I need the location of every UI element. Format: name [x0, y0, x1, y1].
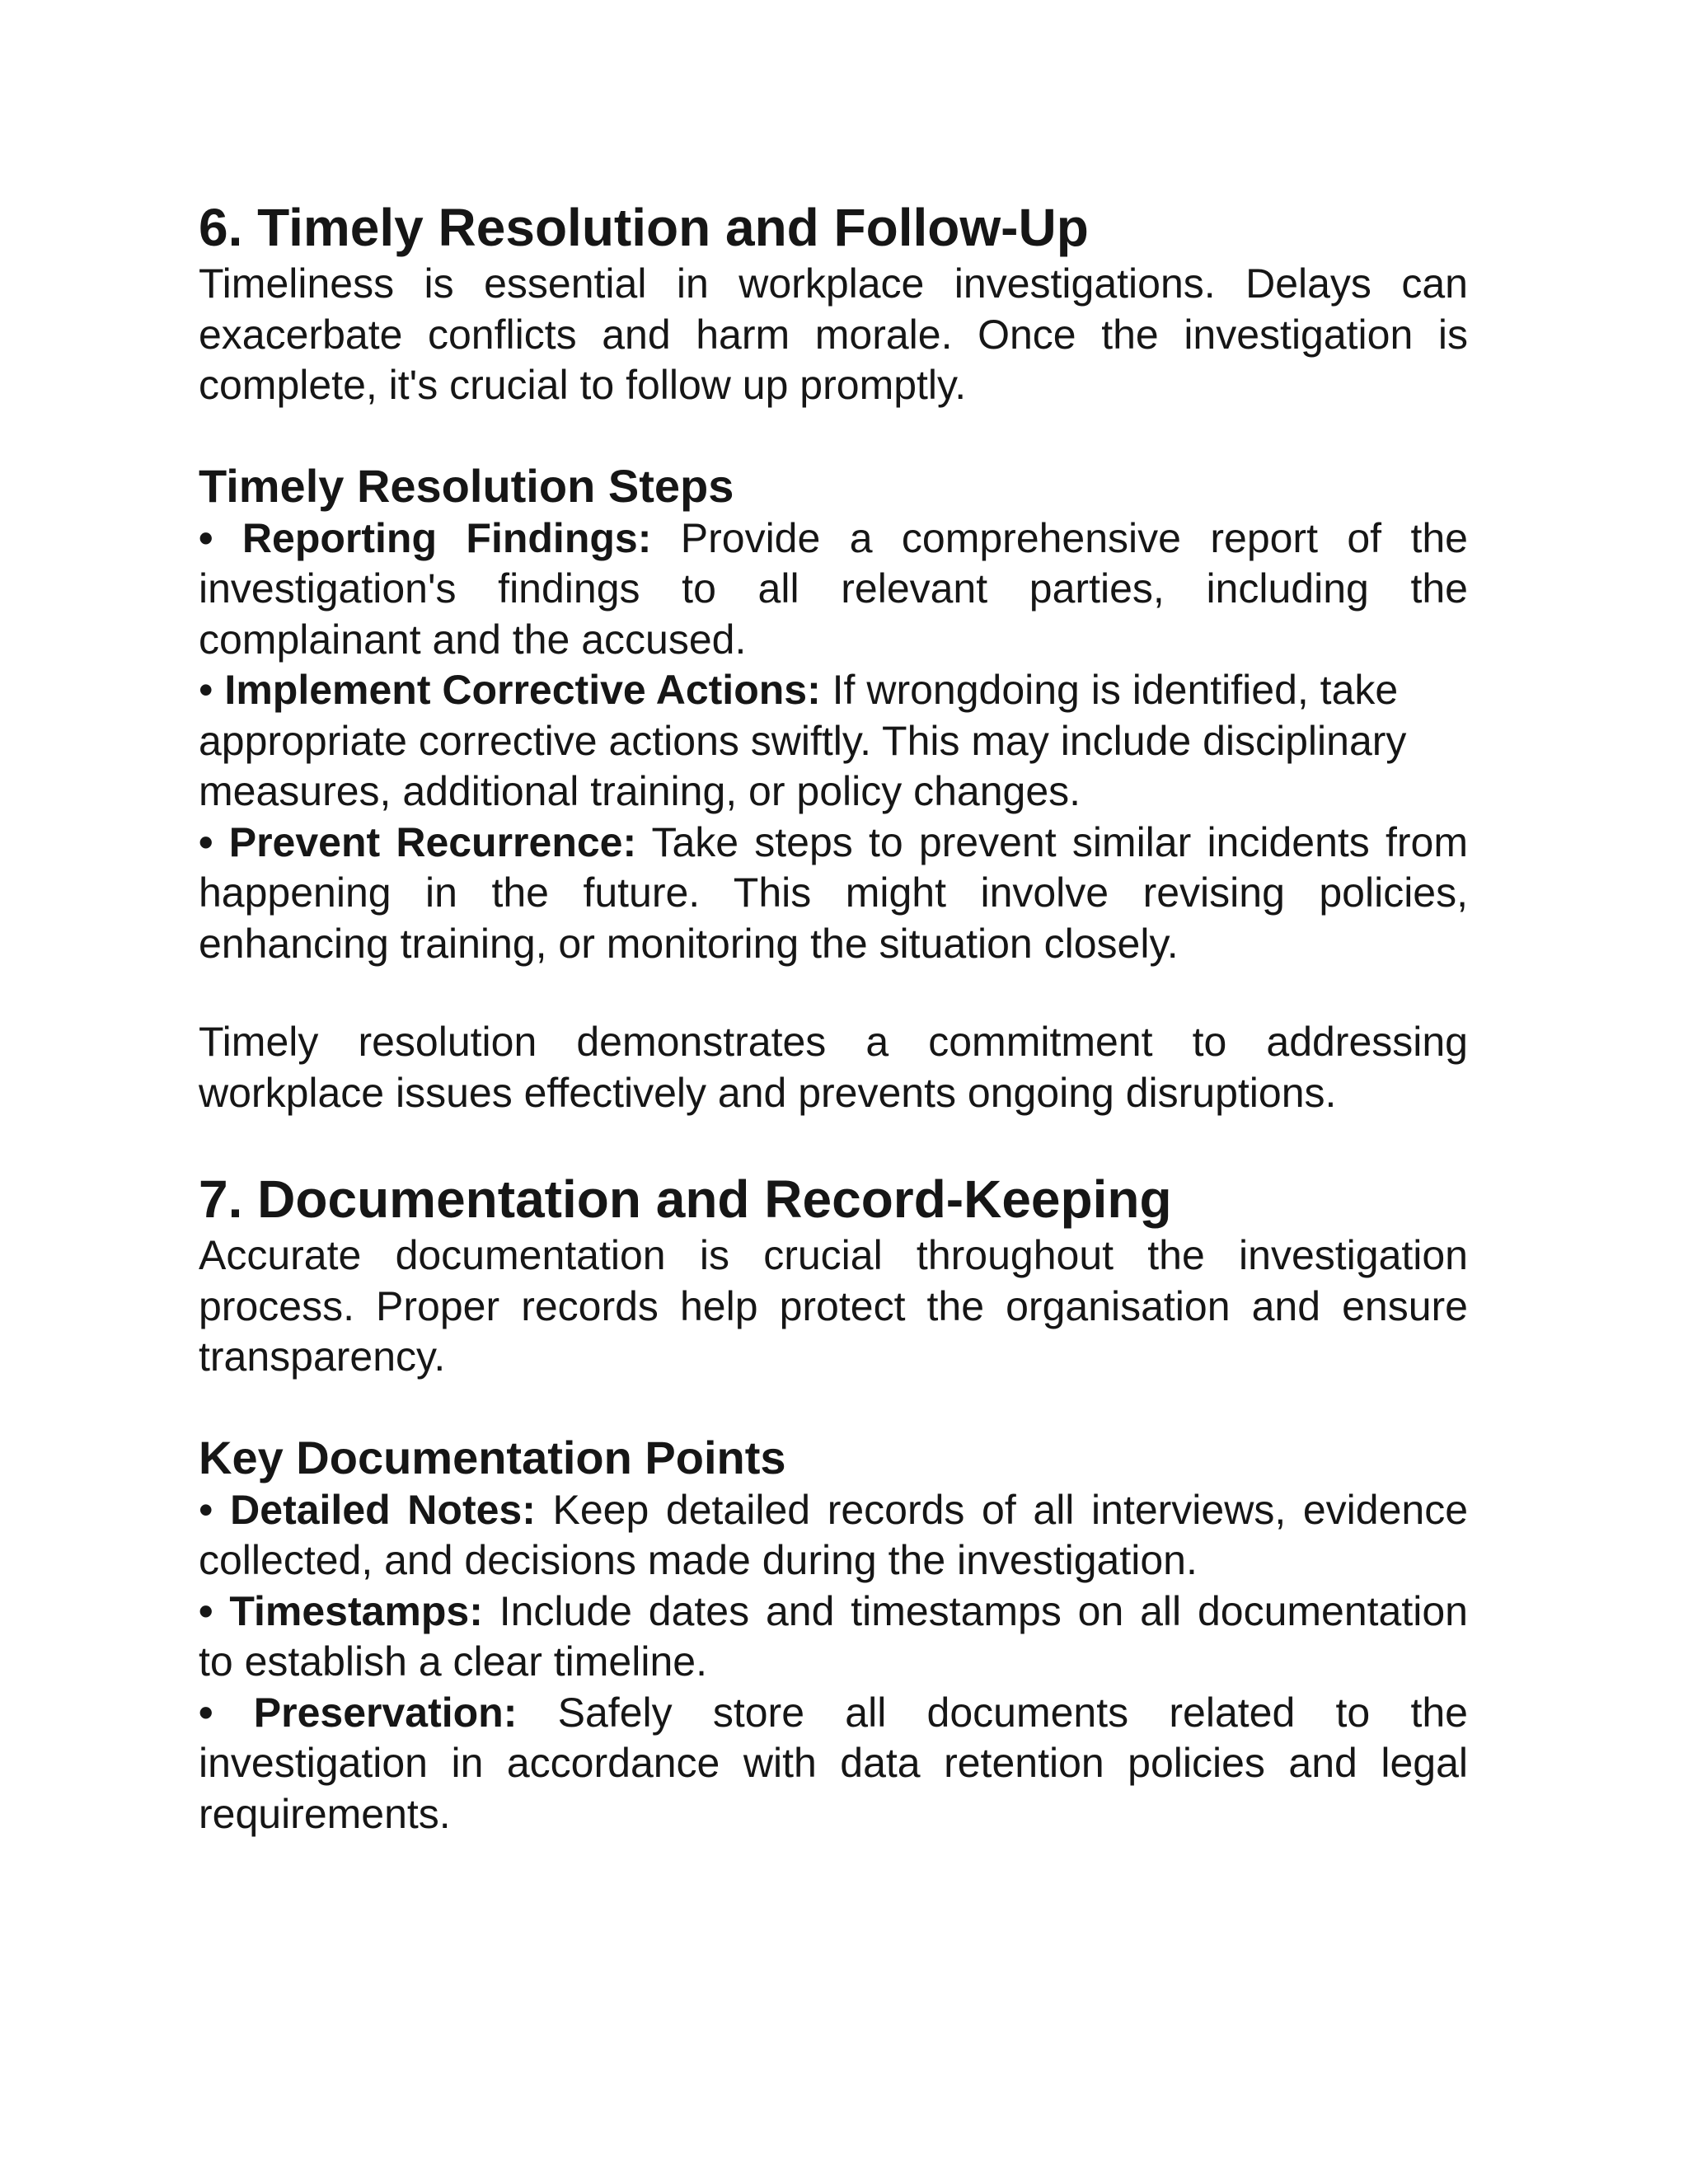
- bullet-mark: •: [199, 1486, 213, 1533]
- bullet-preservation: [199, 1688, 1468, 1840]
- bullet-reporting-findings: [199, 513, 1468, 666]
- section-6-subheading: Timely Resolution Steps: [199, 459, 734, 512]
- bullet-text: Take steps to prevent similar incidents from happening in the future. This might involve revising policies, enhancing training, or monitoring the situation closely.: [199, 818, 1468, 967]
- spacer: [199, 1383, 1468, 1431]
- spacer: [199, 411, 1468, 459]
- bullet-text: If wrongdoing is identified, take appropriate corrective actions swiftly. This may include disciplinary measures, additional training, or policy changes.: [199, 667, 1407, 814]
- bullet-text: Include dates and timestamps on all documentation to establish a clear timeline.: [199, 1587, 1468, 1685]
- bullet-timestamps: [199, 1586, 1468, 1688]
- bullet-term: Reporting Findings:: [241, 514, 652, 561]
- bullet-mark: •: [199, 667, 213, 713]
- bullet-term: Timestamps:: [229, 1587, 483, 1634]
- bullet-term: Prevent Recurrence:: [228, 818, 637, 865]
- bullet-text: Safely store all documents related to the investigation in accordance with data retention policies and legal requirements.: [199, 1689, 1468, 1837]
- bullet-text: Keep detailed records of all interviews, evidence collected, and decisions made during the investigation.: [199, 1486, 1468, 1583]
- bullet-mark: •: [199, 1587, 213, 1634]
- bullet-term: Preservation:: [253, 1689, 518, 1736]
- bullet-prevent-recurrence: [199, 818, 1468, 970]
- bullet-mark: •: [199, 1689, 213, 1736]
- bullet-mark: •: [199, 818, 213, 865]
- page-content: [199, 196, 1468, 1840]
- section-7-heading: 7. Documentation and Record-Keeping: [199, 1169, 1172, 1229]
- bullet-mark: •: [199, 514, 213, 561]
- spacer: [199, 969, 1468, 1017]
- section-7-intro: Accurate documentation is crucial throughout the investigation process. Proper records help protect the organisation and ensure transparency.: [199, 1232, 1468, 1380]
- bullet-detailed-notes: [199, 1485, 1468, 1586]
- bullet-term: Implement Corrective Actions:: [224, 667, 821, 713]
- section-6-closing: Timely resolution demonstrates a commitment to addressing workplace issues effectively and prevents ongoing disruptions.: [199, 1019, 1468, 1116]
- spacer: [199, 1118, 1468, 1168]
- section-6-heading: 6. Timely Resolution and Follow-Up: [199, 198, 1089, 257]
- bullet-implement-corrective-actions: [199, 665, 1468, 818]
- section-6-intro: Timeliness is essential in workplace investigations. Delays can exacerbate conflicts and harm morale. Once the investigation is complete, it's crucial to follow up promptly.: [199, 260, 1468, 408]
- bullet-text: Provide a comprehensive report of the investigation's findings to all relevant parties, including the complainant and the accused.: [199, 514, 1468, 663]
- bullet-term: Detailed Notes:: [230, 1486, 536, 1533]
- section-7-subheading: Key Documentation Points: [199, 1431, 786, 1483]
